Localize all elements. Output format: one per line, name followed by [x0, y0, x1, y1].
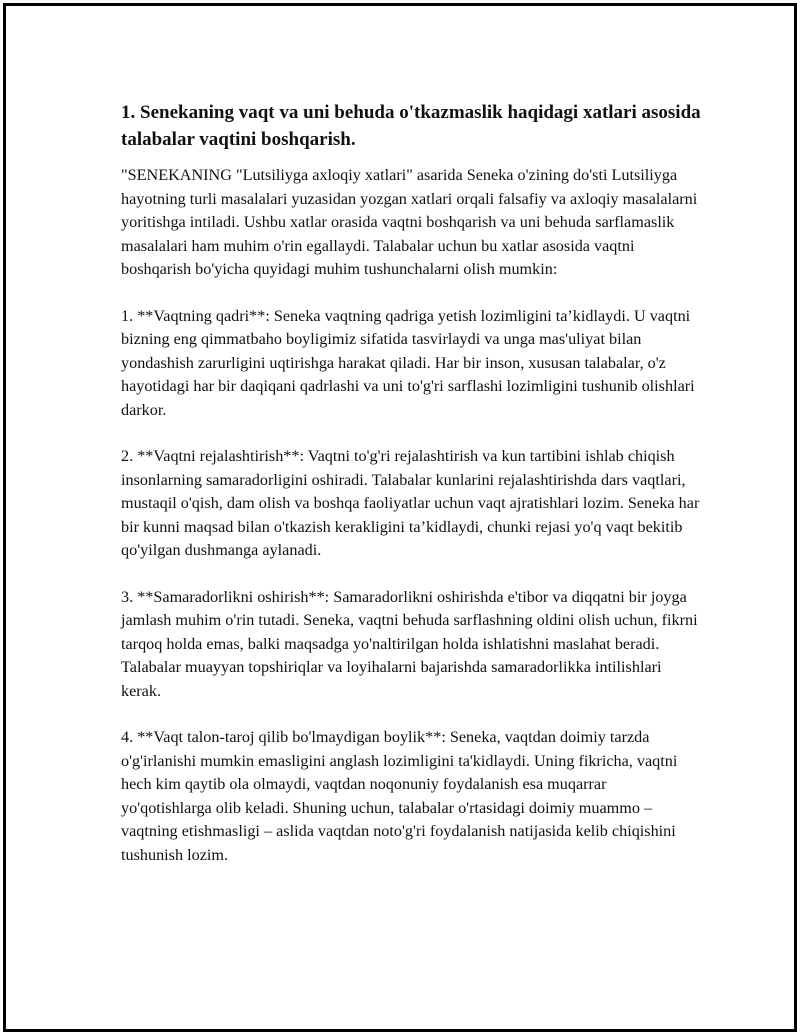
page-frame — [3, 3, 797, 1032]
document-body — [121, 99, 701, 890]
document-title: 1. Senekaning vaqt va uni behuda o'tkazmaslik haqidagi xatlari asosida talabalar vaqtini boshqarish. — [121, 102, 701, 150]
paragraph-vaqtni-rejalashtirish: 2. **Vaqtni rejalashtirish**: Vaqtni to'g'ri rejalashtirish va kun tartibini ishlab chiqish insonlarning samaradorligini oshiradi. Talabalar kunlarini rejalashtirishda dars vaqtlari, mustaqil o'qish, dam olish va boshqa faoliyatlar uchun vaqt ajratishlari lozim. Seneka har bir kunni maqsad bilan o'tkazish kerakligini ta’kidlaydi, chunki rejasi yo'q vaqt bekitib qo'yilgan dushmanga aylanadi. — [121, 447, 700, 559]
intro-paragraph: "SENEKANING "Lutsiliyga axloqiy xatlari" asarida Seneka o'zining do'sti Lutsiliyga hayotning turli masalalari yuzasidan yozgan xatlari orqali falsafiy va axloqiy masalalarni yoritishga intiladi. Ushbu xatlar orasida vaqtni boshqarish va uni behuda sarflamaslik masalalari ham muhim o'rin egallaydi. Talabalar uchun bu xatlar asosida vaqtni boshqarish bo'yicha quyidagi muhim tushunchalarni olish mumkin: — [121, 166, 698, 278]
paragraph-vaqt-boylik: 4. **Vaqt talon-taroj qilib bo'lmaydigan boylik**: Seneka, vaqtdan doimiy tarzda o'g'irlanishi mumkin emasligini anglash lozimligini ta'kidlaydi. Uning fikricha, vaqtni hech kim qaytib ola olmaydi, vaqtdan noqonuniy foydalanish esa muqarrar yo'qotishlarga olib keladi. Shuning uchun, talabalar o'rtasidagi doimiy muammo – vaqtning etishmasligi – aslida vaqtdan noto'g'ri foydalanish natijasida kelib chiqishini tushunish lozim. — [121, 728, 678, 864]
paragraph-vaqtning-qadri: 1. **Vaqtning qadri**: Seneka vaqtning qadriga yetish lozimligini ta’kidlaydi. U vaqtni bizning eng qimmatbaho boyligimiz sifatida tasvirlaydi va unga mas'uliyat bilan yondashish zarurligini uqtirishga harakat qiladi. Har bir inson, xususan talabalar, o'z hayotidagi har bir daqiqani qadrlashi va uni to'g'ri sarflashi lozimligini tushunib olishlari darkor. — [121, 306, 695, 419]
paragraph-samaradorlikni-oshirish: 3. **Samaradorlikni oshirish**: Samaradorlikni oshirishda e'tibor va diqqatni bir joyga jamlash muhim o'rin tutadi. Seneka, vaqtni behuda sarflashning oldini olish uchun, fikrni tarqoq holda emas, balki maqsadga yo'naltirilgan holda ishlatishni maslahat beradi. Talabalar muayyan topshiriqlar va loyihalarni bajarishda samaradorlikka intilishlari kerak. — [121, 587, 698, 700]
